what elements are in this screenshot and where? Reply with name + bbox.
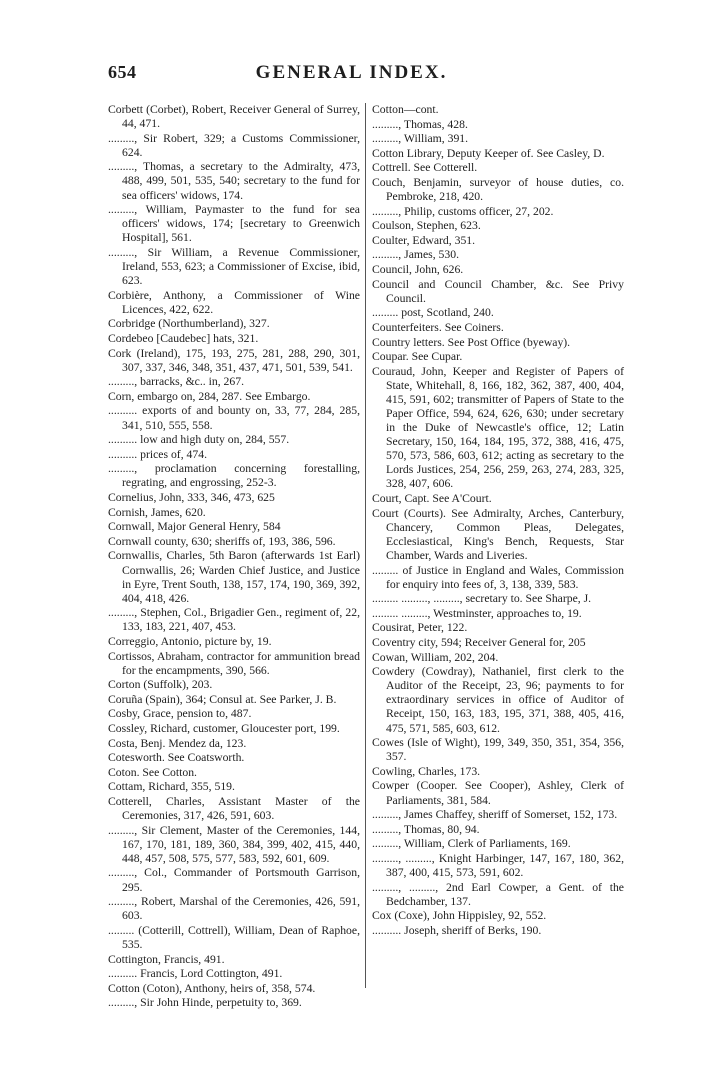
index-entry: Couch, Benjamin, surveyor of house duties, co. Pembroke, 218, 420. [372, 175, 624, 204]
index-entry: Cordebeo [Caudebec] hats, 321. [108, 332, 259, 345]
index-entry: Couraud, John, Keeper and Register of Papers of State, Whitehall, 8, 166, 182, 362, 387, 400, 404, 415, 591, 602; transmitter of Papers of State to the Paper Office, 594, 624, 626, 630; under secretary in the Duke of Newcastle's office, 12; Latin Secretary, 150, 164, 184, 195, 372, 388, 416, 475, 570, 573, 586, 603, 612; acting as secretary to the Lords Justices, 254, 256, 259, 263, 274, 283, 325, 328, 407, 606. [372, 364, 624, 491]
index-entry: Coulson, Stephen, 623. [372, 219, 481, 233]
index-entry: ........., Thomas, 80, 94. [372, 822, 480, 836]
index-entry: Correggio, Antonio, picture by, 19. [108, 634, 272, 648]
index-entry: Court, Capt. See A'Court. [372, 492, 492, 506]
index-entry: Cotton—cont. [372, 103, 439, 116]
index-entry: Cowdery (Cowdray), Nathaniel, first clerk to the Auditor of the Receipt, 23, 96; payments to for extraordinary services in office of Auditor of Receipt, 150, 163, 183, 195, 371, 388, 405, 416, 475, 571, 585, 603, 612. [372, 665, 624, 735]
index-entry: Cox (Coxe), John Hippisley, 92, 552. [372, 909, 547, 923]
index-entry: Cottam, Richard, 355, 519. [108, 780, 235, 794]
index-entry: Cottrell. See Cotterell. [372, 161, 478, 175]
index-entry: ........., Robert, Marshal of the Ceremonies, 426, 591, 603. [108, 895, 360, 923]
index-entry: Country letters. See Post Office (byeway). [372, 335, 571, 349]
index-entry: ........., Thomas, 428. [372, 117, 468, 131]
index-entry: Cornelius, John, 333, 346, 473, 625 [108, 491, 275, 505]
index-entry: Cowan, William, 202, 204. [372, 650, 499, 664]
index-entry: ........., barracks, &c.. in, 267. [108, 375, 244, 389]
index-entry: Cossley, Richard, customer, Gloucester port, 199. [108, 722, 340, 736]
index-entry: Cottington, Francis, 491. [108, 952, 225, 966]
index-entry: ........., William, Paymaster to the fund for sea officers' widows, 174; [secretary to Greenwich Hospital], 561. [108, 203, 360, 245]
index-entry: .......... prices of, 474. [108, 447, 208, 461]
index-entry: Coulter, Edward, 351. [372, 233, 476, 247]
column-divider [365, 103, 366, 988]
index-entry: Cowes (Isle of Wight), 199, 349, 350, 351, 354, 356, 357. [372, 736, 624, 764]
index-entry: Costa, Benj. Mendez da, 123. [108, 736, 247, 750]
index-entry: Corbridge (Northumberland), 327. [108, 317, 270, 331]
page-number: 654 [108, 62, 137, 82]
index-entry: Coupar. See Cupar. [372, 350, 463, 364]
index-entry: Corbett (Corbet), Robert, Receiver General of Surrey, 44, 471. [108, 103, 360, 131]
index-entry: Corn, embargo on, 284, 287. See Embargo. [108, 389, 311, 403]
index-entry: Cork (Ireland), 175, 193, 275, 281, 288, 290, 301, 307, 337, 346, 348, 351, 437, 471, 501, 539, 541. [108, 346, 360, 374]
index-entry: Coton. See Cotton. [108, 765, 197, 779]
index-entry: ........., proclamation concerning forestalling, regrating, and engrossing, 252-3. [108, 462, 360, 490]
index-entry: Cotesworth. See Coatsworth. [108, 751, 245, 765]
index-entry: ........., Thomas, a secretary to the Admiralty, 473, 488, 499, 501, 535, 540; secretary to the fund for sea officers' widows, 174. [108, 160, 360, 202]
index-entry: ........., James Chaffey, sheriff of Somerset, 152, 173. [372, 808, 618, 822]
page-header [108, 62, 595, 92]
index-entry: Cornish, James, 620. [108, 505, 206, 519]
index-entry: ........., Philip, customs officer, 27, 202. [372, 204, 554, 218]
index-entry: ......... post, Scotland, 240. [372, 306, 494, 320]
index-entry: Cortissos, Abraham, contractor for ammunition bread for the encampments, 390, 566. [108, 649, 360, 677]
index-entry: .......... Francis, Lord Cottington, 491. [108, 967, 283, 981]
index-entry: Cotton Library, Deputy Keeper of. See Casley, D. [372, 146, 605, 160]
index-column-right [372, 103, 624, 938]
index-entry: ........., Sir William, a Revenue Commissioner, Ireland, 553, 623; a Commissioner of Excise, ibid, 623. [108, 245, 360, 288]
index-entry: ........., Sir John Hinde, perpetuity to, 369. [108, 996, 302, 1010]
index-entry: ........., James, 530. [372, 248, 459, 262]
index-entry: ........., William, 391. [372, 132, 469, 146]
index-entry: ........., ........., Knight Harbinger, 147, 167, 180, 362, 387, 400, 415, 573, 591, 602. [372, 851, 624, 879]
index-entry: .......... exports of and bounty on, 33, 77, 284, 285, 341, 510, 555, 558. [108, 404, 360, 432]
index-entry: ........., Stephen, Col., Brigadier Gen., regiment of, 22, 133, 183, 221, 407, 453. [108, 606, 360, 634]
index-entry: ......... (Cotterill, Cottrell), William, Dean of Raphoe, 535. [108, 923, 360, 951]
index-entry: Corbière, Anthony, a Commissioner of Wine Licences, 422, 622. [108, 288, 360, 316]
index-entry: Cotton (Coton), Anthony, heirs of, 358, 574. [108, 981, 316, 995]
index-entry: Cosby, Grace, pension to, 487. [108, 707, 252, 721]
index-entry: ........., Col., Commander of Portsmouth Garrison, 295. [108, 866, 360, 894]
index-entry: Cornwall county, 630; sheriffs of, 193, 386, 596. [108, 534, 336, 548]
index-entry: Court (Courts). See Admiralty, Arches, Canterbury, Chancery, Common Pleas, Delegates, Ecclesiastical, King's Bench, Requests, Star Chamber, Wards and Liveries. [372, 506, 624, 562]
index-entry: .......... Joseph, sheriff of Berks, 190. [372, 923, 542, 937]
index-entry: ........., Sir Robert, 329; a Customs Commissioner, 624. [108, 131, 360, 159]
index-entry: Cotterell, Charles, Assistant Master of the Ceremonies, 317, 426, 591, 603. [108, 795, 360, 823]
index-entry: ........., Sir Clement, Master of the Ceremonies, 144, 167, 170, 181, 189, 360, 384, 399, 402, 415, 440, 448, 457, 508, 575, 577, 583, 592, 601, 609. [108, 823, 360, 865]
index-entry: .......... low and high duty on, 284, 557. [108, 433, 290, 447]
index-entry: ........., ........., 2nd Earl Cowper, a Gent. of the Bedchamber, 137. [372, 880, 624, 908]
index-entry: ......... of Justice in England and Wales, Commission for enquiry into fees of, 3, 138, 339, 583. [372, 563, 624, 591]
index-entry: ......... ........., ........., secretary to. See Sharpe, J. [372, 592, 592, 606]
index-entry: ......... ........., Westminster, approaches to, 19. [372, 606, 582, 620]
index-entry: Counterfeiters. See Coiners. [372, 320, 504, 334]
index-entry: Corton (Suffolk), 203. [108, 678, 213, 692]
index-entry: Cousirat, Peter, 122. [372, 621, 468, 635]
running-title: GENERAL INDEX. [255, 62, 448, 83]
index-entry: Coruña (Spain), 364; Consul at. See Parker, J. B. [108, 692, 337, 706]
index-entry: Cornwall, Major General Henry, 584 [108, 520, 281, 534]
index-entry: Cowling, Charles, 173. [372, 764, 481, 778]
index-entry: Coventry city, 594; Receiver General for, 205 [372, 635, 586, 649]
index-column-left [108, 103, 360, 1011]
index-entry: Cornwallis, Charles, 5th Baron (afterwards 1st Earl) Cornwallis, 26; Warden Chief Justice, and Justice in Eyre, Trent South, 138, 157, 174, 190, 369, 392, 404, 418, 426. [108, 549, 360, 605]
index-entry: Council and Council Chamber, &c. See Privy Council. [372, 277, 624, 305]
index-entry: Council, John, 626. [372, 263, 464, 277]
index-entry: ........., William, Clerk of Parliaments, 169. [372, 837, 571, 851]
index-entry: Cowper (Cooper. See Cooper), Ashley, Clerk of Parliaments, 381, 584. [372, 779, 624, 807]
